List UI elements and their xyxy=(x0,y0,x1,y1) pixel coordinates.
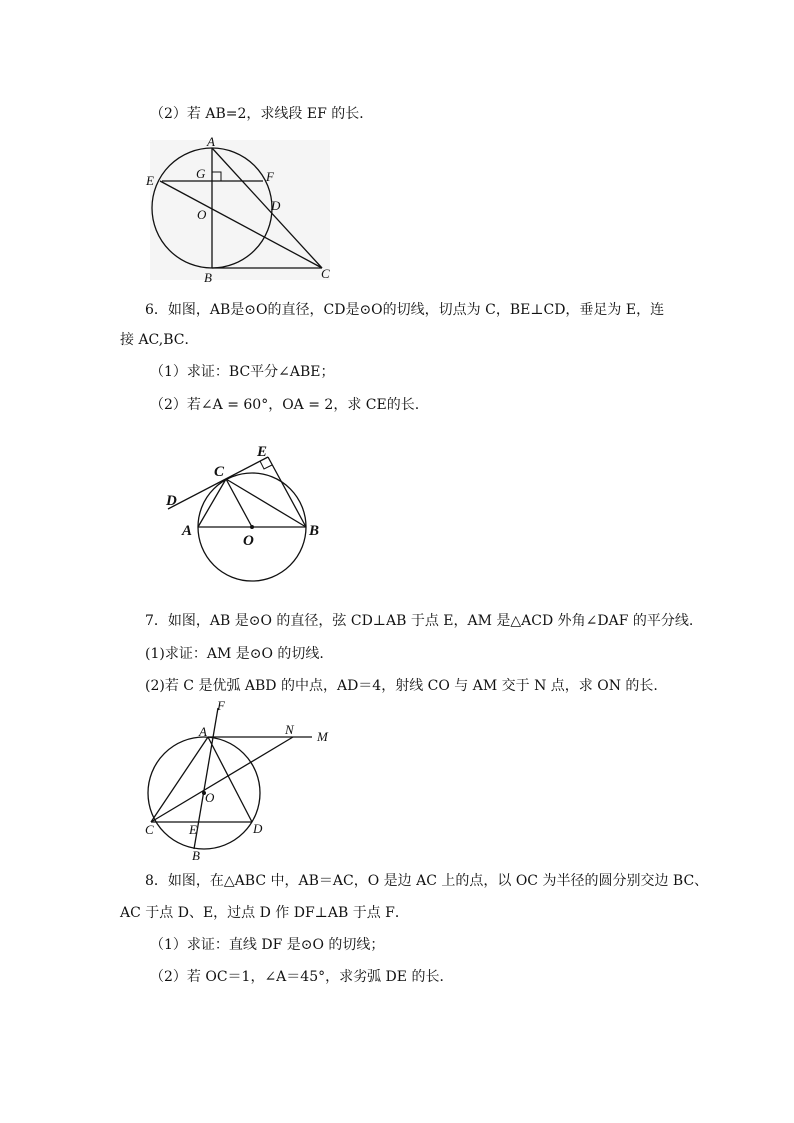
q6-label-O: O xyxy=(243,533,254,549)
q6-label-B: B xyxy=(309,523,320,539)
q6-stem-line2: 接 AC,BC． xyxy=(120,332,199,348)
q7-label-O: O xyxy=(205,790,215,805)
q5-label-O: O xyxy=(197,207,207,222)
q8-stem-line2: AC 于点 D、E，过点 D 作 DF⊥AB 于点 F． xyxy=(120,905,409,921)
q8-stem-line1: 8．如图，在△ABC 中，AB＝AC，O 是边 AC 上的点，以 OC 为半径的圆分别交边 BC、 xyxy=(145,873,709,889)
q7-label-N: N xyxy=(285,722,294,737)
q7-label-D: D xyxy=(253,821,263,836)
q7-figure xyxy=(140,700,340,865)
q7-label-B: B xyxy=(192,848,200,863)
q5-label-A: A xyxy=(207,134,215,149)
q8-part1-text: （1）求证：直线 DF 是⊙O 的切线； xyxy=(150,937,385,953)
q5-label-E: E xyxy=(146,173,154,188)
q6-part1-text: （1）求证：BC平分∠ABE； xyxy=(150,364,335,380)
q5-label-D: D xyxy=(271,198,281,213)
q6-label-E: E xyxy=(257,444,268,460)
q5-part2-text: （2）若 AB=2，求线段 EF 的长． xyxy=(150,106,374,122)
q7-part2-text: (2)若 C 是优弧 ABD 的中点，AD＝4，射线 CO 与 AM 交于 N 点，求 ON 的长. xyxy=(145,678,658,694)
q5-figure xyxy=(140,133,340,283)
q7-part1-text: (1)求证：AM 是⊙O 的切线. xyxy=(145,646,324,662)
q5-label-B: B xyxy=(204,270,212,283)
q8-part2-text: （2）若 OC＝1，∠A＝45°，求劣弧 DE 的长． xyxy=(150,969,454,985)
q6-stem-line1: 6．如图，AB是⊙O的直径，CD是⊙O的切线，切点为 C，BE⊥CD，垂足为 E，连 xyxy=(145,302,665,318)
q7-label-C: C xyxy=(145,822,154,837)
q6-label-C: C xyxy=(214,464,225,480)
q6-label-A: A xyxy=(182,523,193,539)
q5-label-G: G xyxy=(196,166,206,181)
q7-label-M: M xyxy=(317,729,328,744)
q7-label-E: E xyxy=(189,822,197,837)
q5-label-C: C xyxy=(321,266,330,281)
q6-figure xyxy=(160,440,330,585)
q6-part2-text: （2）若∠A = 60°，OA = 2，求 CE的长. xyxy=(150,397,420,413)
q7-stem: 7．如图，AB 是⊙O 的直径，弦 CD⊥AB 于点 E，AM 是△ACD 外角∠DAF 的平分线. xyxy=(145,613,694,629)
q6-label-D: D xyxy=(166,493,177,509)
q7-label-F: F xyxy=(217,700,225,713)
q7-label-A: A xyxy=(199,724,207,739)
q5-label-F: F xyxy=(266,169,274,184)
